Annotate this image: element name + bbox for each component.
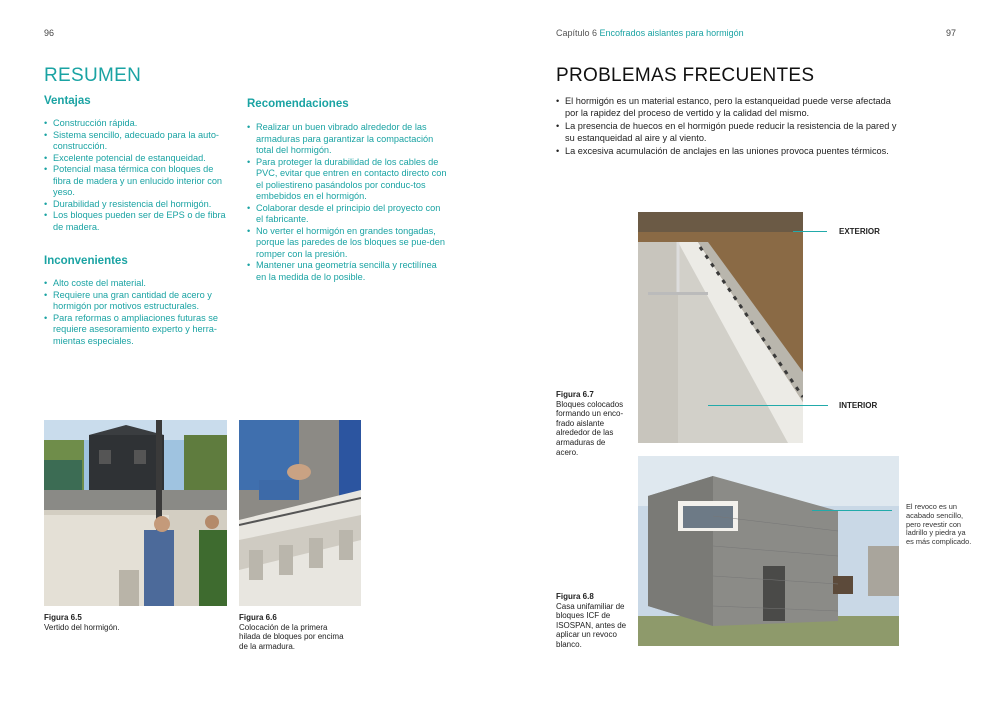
advantages-list bbox=[44, 118, 232, 233]
list-item: • La presencia de huecos en el hormigón puede reducir la resistencia de la pared y su estanqueidad al aire y al viento. bbox=[556, 121, 906, 144]
recommendations-heading: Recomendaciones bbox=[247, 98, 349, 110]
summary-title: RESUMEN bbox=[44, 65, 142, 86]
list-item: • Excelente potencial de estanqueidad. bbox=[44, 153, 232, 165]
figure-6-6-caption bbox=[239, 613, 344, 651]
list-item: • Para reformas o ampliaciones futuras se requiere asesoramiento experto y herra-mientas especiales. bbox=[44, 313, 232, 348]
list-item: • El hormigón es un material estanco, pero la estanqueidad puede verse afectada por la rapidez del proceso de vertido y la calidad del mismo. bbox=[556, 96, 906, 119]
figure-6-7-caption bbox=[556, 390, 628, 457]
advantages-heading: Ventajas bbox=[44, 95, 91, 107]
figure-6-7-photo bbox=[638, 212, 803, 443]
figure-6-5-photo bbox=[44, 420, 227, 606]
figure-6-6-label: Figura 6.6 bbox=[239, 613, 277, 622]
interior-callout-line bbox=[708, 405, 828, 406]
figure-6-5-caption bbox=[44, 613, 227, 632]
disadvantages-heading: Inconvenientes bbox=[44, 255, 128, 267]
right-page-number: 97 bbox=[946, 28, 957, 38]
list-item: • Colaborar desde el principio del proyecto con el fabricante. bbox=[247, 203, 447, 226]
disadvantages-list bbox=[44, 278, 232, 347]
figure-6-6-text: Colocación de la primera hilada de bloques por encima de la armadura. bbox=[239, 622, 344, 651]
note-callout-line bbox=[812, 510, 892, 511]
problems-title: PROBLEMAS FRECUENTES bbox=[556, 65, 815, 86]
chapter-number: Capítulo 6 bbox=[556, 28, 598, 38]
list-item: • Mantener una geometría sencilla y rectilínea en la medida de lo posible. bbox=[247, 260, 447, 283]
render-note: El revoco es un acabado sencillo, pero revestir con ladrillo y piedra ya es más complicado. bbox=[906, 502, 972, 547]
list-item: • Para proteger la durabilidad de los cables de PVC, evitar que entren en contacto directo con el poliestireno pasándolos por conduc-tos embebidos en el hormigón. bbox=[247, 157, 447, 203]
figure-6-8-text: Casa unifamiliar de bloques ICF de ISOSPAN, antes de aplicar un revoco blanco. bbox=[556, 601, 627, 649]
recommendations-list bbox=[247, 122, 447, 283]
figure-6-5-text: Vertido del hormigón. bbox=[44, 622, 120, 632]
left-page-number: 96 bbox=[44, 28, 55, 38]
interior-callout: INTERIOR bbox=[839, 401, 878, 410]
exterior-callout: EXTERIOR bbox=[839, 227, 880, 236]
list-item: • No verter el hormigón en grandes tongadas, porque las paredes de los bloques se pue-den romper con la presión. bbox=[247, 226, 447, 261]
list-item: • Potencial masa térmica con bloques de fibra de madera y un enlucido interior con yeso. bbox=[44, 164, 232, 199]
list-item: • Durabilidad y resistencia del hormigón. bbox=[44, 199, 232, 211]
figure-6-5-label: Figura 6.5 bbox=[44, 613, 82, 622]
figure-6-7-label: Figura 6.7 bbox=[556, 390, 594, 399]
list-item: • Los bloques pueden ser de EPS o de fibra de madera. bbox=[44, 210, 232, 233]
chapter-header bbox=[556, 28, 744, 38]
exterior-callout-line bbox=[793, 231, 827, 232]
list-item: • Realizar un buen vibrado alrededor de las armaduras para garantizar la compactación total del hormigón. bbox=[247, 122, 447, 157]
list-item: • Alto coste del material. bbox=[44, 278, 232, 290]
figure-6-8-photo bbox=[638, 456, 899, 646]
list-item: • Construcción rápida. bbox=[44, 118, 232, 130]
figure-6-7-text: Bloques colocados formando un enco-frado aislante alrededor de las armaduras de acero. bbox=[556, 399, 624, 457]
figure-6-8-caption bbox=[556, 592, 628, 650]
chapter-title: Encofrados aislantes para hormigón bbox=[599, 28, 744, 38]
list-item: • Sistema sencillo, adecuado para la auto-construcción. bbox=[44, 130, 232, 153]
list-item: • La excesiva acumulación de anclajes en las uniones provoca puentes térmicos. bbox=[556, 146, 906, 158]
figure-6-8-label: Figura 6.8 bbox=[556, 592, 594, 601]
problems-list bbox=[556, 96, 906, 160]
list-item: • Requiere una gran cantidad de acero y hormigón por motivos estructurales. bbox=[44, 290, 232, 313]
figure-6-6-photo bbox=[239, 420, 361, 606]
